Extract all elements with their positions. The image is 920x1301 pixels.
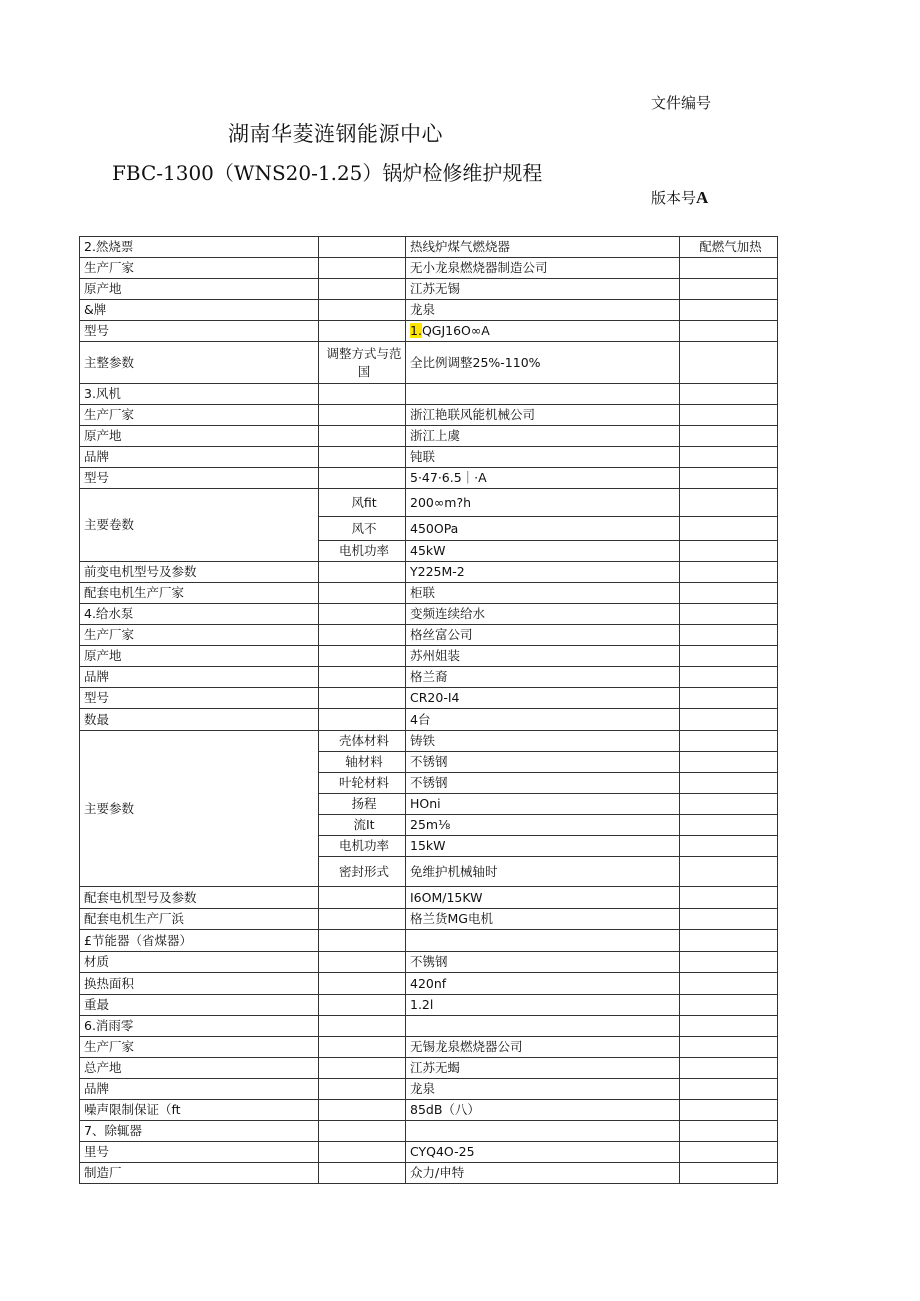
item-name-cell: 7、除辄器: [80, 1121, 319, 1142]
value-cell: [406, 384, 680, 405]
value-cell: [406, 1121, 680, 1142]
value-cell: [406, 1016, 680, 1037]
parameter-name-cell: [319, 667, 406, 688]
highlighted-value-prefix: 1.: [410, 323, 422, 339]
remark-cell: [680, 887, 778, 909]
parameter-name-cell: 扬程: [319, 794, 406, 815]
parameter-name-cell: [319, 258, 406, 279]
remark-cell: 配燃气加热: [680, 237, 778, 258]
value-cell: 1.2l: [406, 995, 680, 1016]
table-row: [80, 468, 778, 489]
value-cell: CYQ4O-25: [406, 1142, 680, 1163]
remark-cell: [680, 836, 778, 857]
parameter-name-cell: [319, 625, 406, 646]
remark-cell: [680, 300, 778, 321]
parameter-name-cell: [319, 1163, 406, 1184]
value-cell: 浙江艳联风能机械公司: [406, 405, 680, 426]
table-row: [80, 1100, 778, 1121]
parameter-name-cell: 电机功率: [319, 836, 406, 857]
parameter-name-cell: [319, 300, 406, 321]
value-cell: 不锈钢: [406, 752, 680, 773]
remark-cell: [680, 773, 778, 794]
value-cell: 不镌钢: [406, 952, 680, 973]
table-row: [80, 583, 778, 604]
value-cell: HOni: [406, 794, 680, 815]
remark-cell: [680, 583, 778, 604]
item-name-cell: 6.消雨零: [80, 1016, 319, 1037]
parameter-name-cell: [319, 237, 406, 258]
remark-cell: [680, 489, 778, 517]
value-cell: 柜联: [406, 583, 680, 604]
parameter-name-cell: [319, 604, 406, 625]
remark-cell: [680, 426, 778, 447]
remark-cell: [680, 321, 778, 342]
document-title: FBC-1300（WNS20-1.25）锅炉检修维护规程: [112, 161, 543, 185]
remark-cell: [680, 1121, 778, 1142]
parameter-name-cell: [319, 447, 406, 468]
item-name-cell: 主要卷数: [80, 489, 319, 562]
table-row: [80, 667, 778, 688]
item-name-cell: 数最: [80, 709, 319, 731]
value-cell: 热线炉煤气燃烧器: [406, 237, 680, 258]
value-cell: 钝联: [406, 447, 680, 468]
item-name-cell: 品牌: [80, 1079, 319, 1100]
remark-cell: [680, 646, 778, 667]
parameter-name-cell: 风fit: [319, 489, 406, 517]
remark-cell: [680, 731, 778, 752]
table-row: [80, 405, 778, 426]
parameter-name-cell: 叶轮材料: [319, 773, 406, 794]
remark-cell: [680, 1016, 778, 1037]
parameter-name-cell: [319, 1142, 406, 1163]
table-row: [80, 952, 778, 973]
remark-cell: [680, 1079, 778, 1100]
item-name-cell: 主要参数: [80, 731, 319, 887]
parameter-name-cell: [319, 887, 406, 909]
item-name-cell: 换热面积: [80, 973, 319, 995]
parameter-name-cell: [319, 973, 406, 995]
value-cell: 浙江上虞: [406, 426, 680, 447]
table-row: [80, 709, 778, 731]
parameter-name-cell: [319, 1058, 406, 1079]
remark-cell: [680, 1100, 778, 1121]
parameter-name-cell: [319, 468, 406, 489]
value-cell: Y225M-2: [406, 562, 680, 583]
item-name-cell: 品牌: [80, 667, 319, 688]
table-row: [80, 342, 778, 384]
table-row: [80, 995, 778, 1016]
remark-cell: [680, 562, 778, 583]
remark-cell: [680, 541, 778, 562]
table-row: [80, 731, 778, 752]
value-cell: 龙泉: [406, 1079, 680, 1100]
remark-cell: [680, 405, 778, 426]
remark-cell: [680, 1058, 778, 1079]
value-cell: 众力/申特: [406, 1163, 680, 1184]
remark-cell: [680, 815, 778, 836]
remark-cell: [680, 384, 778, 405]
remark-cell: [680, 1037, 778, 1058]
parameter-name-cell: [319, 1121, 406, 1142]
remark-cell: [680, 258, 778, 279]
remark-cell: [680, 709, 778, 731]
item-name-cell: 型号: [80, 321, 319, 342]
item-name-cell: 里号: [80, 1142, 319, 1163]
remark-cell: [680, 973, 778, 995]
parameter-name-cell: [319, 688, 406, 709]
value-cell: CR20-I4: [406, 688, 680, 709]
value-cell: [406, 930, 680, 952]
item-name-cell: 品牌: [80, 447, 319, 468]
table-row: [80, 426, 778, 447]
table-row: [80, 447, 778, 468]
parameter-name-cell: [319, 909, 406, 930]
table-row: [80, 489, 778, 517]
table-row: [80, 887, 778, 909]
table-row: [80, 1163, 778, 1184]
parameter-name-cell: [319, 583, 406, 604]
table-row: [80, 909, 778, 930]
table-row: [80, 1037, 778, 1058]
value-cell: I6OM/15KW: [406, 887, 680, 909]
parameter-name-cell: 壳体材料: [319, 731, 406, 752]
value-cell: 江苏无锡: [406, 279, 680, 300]
item-name-cell: 原产地: [80, 279, 319, 300]
remark-cell: [680, 794, 778, 815]
table-row: [80, 258, 778, 279]
remark-cell: [680, 688, 778, 709]
item-name-cell: 生产厂家: [80, 1037, 319, 1058]
value-cell: 江苏无蝎: [406, 1058, 680, 1079]
value-cell: 45kW: [406, 541, 680, 562]
value-cell: 200∞m?h: [406, 489, 680, 517]
table-row: [80, 1016, 778, 1037]
value-cell: 15kW: [406, 836, 680, 857]
item-name-cell: 制造厂: [80, 1163, 319, 1184]
equipment-spec-table: [79, 236, 778, 1184]
version-label: [651, 187, 708, 208]
organization-name: 湖南华菱涟钢能源中心: [228, 122, 443, 146]
remark-cell: [680, 517, 778, 541]
remark-cell: [680, 952, 778, 973]
spec-table-body: [80, 237, 778, 1184]
parameter-name-cell: 风不: [319, 517, 406, 541]
item-name-cell: £节能器（省煤器）: [80, 930, 319, 952]
table-row: [80, 384, 778, 405]
value-cell: 变频连续给水: [406, 604, 680, 625]
item-name-cell: 配套电机型号及参数: [80, 887, 319, 909]
table-row: [80, 321, 778, 342]
parameter-name-cell: [319, 995, 406, 1016]
value-cell: 4台: [406, 709, 680, 731]
table-row: [80, 1142, 778, 1163]
remark-cell: [680, 1163, 778, 1184]
value-cell: 全比例调整25%-110%: [406, 342, 680, 384]
remark-cell: [680, 279, 778, 300]
remark-cell: [680, 667, 778, 688]
version-label-text: 版本号: [651, 189, 697, 207]
parameter-name-cell: [319, 562, 406, 583]
parameter-name-cell: [319, 1016, 406, 1037]
parameter-name-cell: 调整方式与范国: [319, 342, 406, 384]
value-cell: 420nf: [406, 973, 680, 995]
parameter-name-cell: [319, 646, 406, 667]
parameter-name-cell: 电机功率: [319, 541, 406, 562]
item-name-cell: 生产厂家: [80, 405, 319, 426]
parameter-name-cell: [319, 405, 406, 426]
value-cell: 格兰裔: [406, 667, 680, 688]
table-row: [80, 625, 778, 646]
item-name-cell: 原产地: [80, 426, 319, 447]
item-name-cell: 前变电机型号及参数: [80, 562, 319, 583]
value-cell: 无锡龙泉燃烧器公司: [406, 1037, 680, 1058]
value-text: QGJ16O∞A: [421, 323, 490, 339]
item-name-cell: 3.风机: [80, 384, 319, 405]
parameter-name-cell: 流It: [319, 815, 406, 836]
table-row: [80, 646, 778, 667]
item-name-cell: 噪声限制保证（ft: [80, 1100, 319, 1121]
value-cell: 450OPa: [406, 517, 680, 541]
parameter-name-cell: 轴材料: [319, 752, 406, 773]
parameter-name-cell: [319, 426, 406, 447]
remark-cell: [680, 930, 778, 952]
value-cell: 25m⅛: [406, 815, 680, 836]
remark-cell: [680, 857, 778, 887]
table-row: [80, 1058, 778, 1079]
remark-cell: [680, 604, 778, 625]
item-name-cell: 型号: [80, 468, 319, 489]
parameter-name-cell: [319, 279, 406, 300]
item-name-cell: 4.给水泵: [80, 604, 319, 625]
item-name-cell: 原产地: [80, 646, 319, 667]
parameter-name-cell: [319, 1079, 406, 1100]
parameter-name-cell: [319, 930, 406, 952]
value-cell: 无小龙泉燃烧器制造公司: [406, 258, 680, 279]
parameter-name-cell: [319, 709, 406, 731]
remark-cell: [680, 909, 778, 930]
value-cell: [406, 321, 680, 342]
parameter-name-cell: [319, 1037, 406, 1058]
item-name-cell: 主整参数: [80, 342, 319, 384]
item-name-cell: 配套电机生产厂浜: [80, 909, 319, 930]
parameter-name-cell: [319, 1100, 406, 1121]
remark-cell: [680, 342, 778, 384]
remark-cell: [680, 752, 778, 773]
table-row: [80, 930, 778, 952]
item-name-cell: 型号: [80, 688, 319, 709]
item-name-cell: 生产厂家: [80, 258, 319, 279]
item-name-cell: 生产厂家: [80, 625, 319, 646]
table-row: [80, 279, 778, 300]
value-cell: 龙泉: [406, 300, 680, 321]
remark-cell: [680, 625, 778, 646]
item-name-cell: 重最: [80, 995, 319, 1016]
document-number-label: 文件编号: [651, 94, 712, 112]
value-cell: 不锈钢: [406, 773, 680, 794]
remark-cell: [680, 447, 778, 468]
remark-cell: [680, 995, 778, 1016]
table-row: [80, 1079, 778, 1100]
version-value: A: [696, 188, 709, 207]
value-cell: 格兰货MG电机: [406, 909, 680, 930]
remark-cell: [680, 468, 778, 489]
value-cell: 85dB（八）: [406, 1100, 680, 1121]
item-name-cell: 2.然烧票: [80, 237, 319, 258]
value-cell: 5·47·6.5｜·A: [406, 468, 680, 489]
value-cell: 铸铁: [406, 731, 680, 752]
parameter-name-cell: [319, 952, 406, 973]
value-cell: 免维护机械轴时: [406, 857, 680, 887]
value-cell: 苏州姐装: [406, 646, 680, 667]
table-row: [80, 562, 778, 583]
item-name-cell: 材质: [80, 952, 319, 973]
item-name-cell: 配套电机生产厂家: [80, 583, 319, 604]
value-cell: 格丝富公司: [406, 625, 680, 646]
table-row: [80, 604, 778, 625]
parameter-name-cell: [319, 321, 406, 342]
remark-cell: [680, 1142, 778, 1163]
parameter-name-cell: 密封形式: [319, 857, 406, 887]
parameter-name-cell: [319, 384, 406, 405]
table-row: [80, 973, 778, 995]
item-name-cell: &牌: [80, 300, 319, 321]
item-name-cell: 总产地: [80, 1058, 319, 1079]
table-row: [80, 300, 778, 321]
table-row: [80, 688, 778, 709]
table-row: [80, 1121, 778, 1142]
table-row: [80, 237, 778, 258]
